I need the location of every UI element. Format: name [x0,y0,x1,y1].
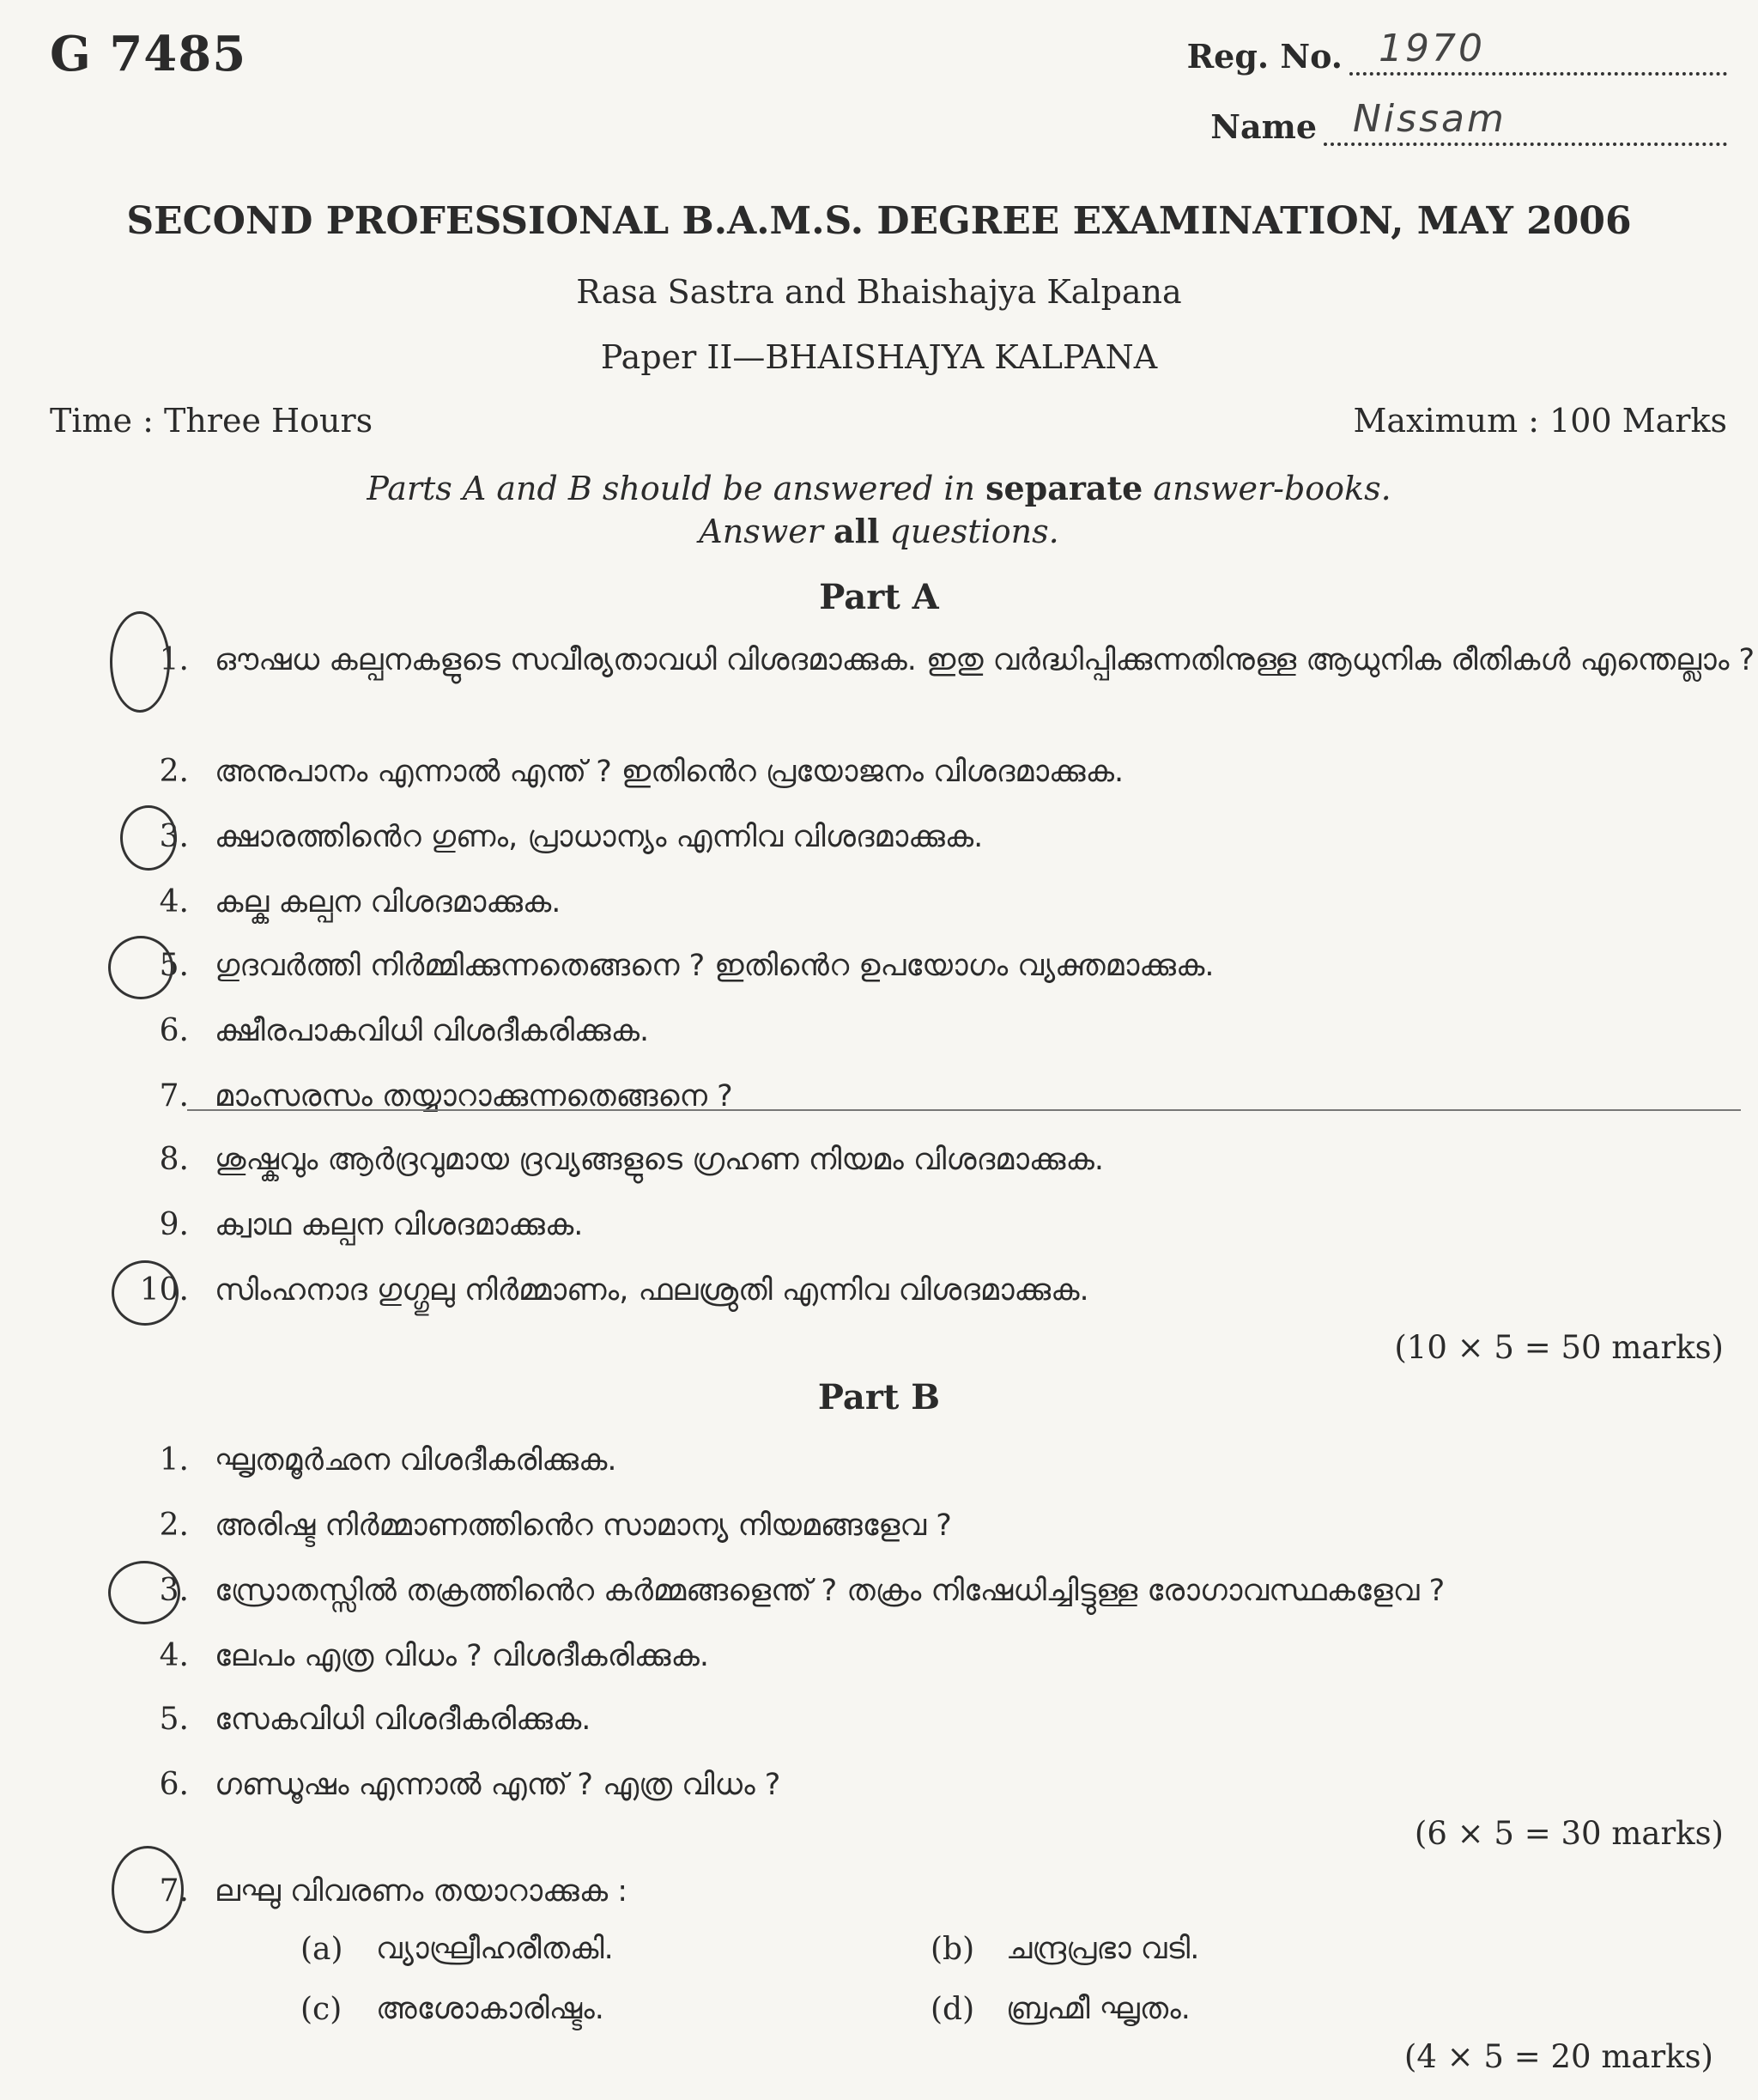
instruction-line-1 [0,469,1758,507]
instr1-c: answer-books. [1143,470,1391,507]
part-b-question-6 [129,1767,780,1810]
question-text: സ്രോതസ്സിൽ തക്രത്തിൻെറ കർമ്മങ്ങളെന്ത് ? തക്രം നിഷേധിച്ചിട്ടുള്ള രോഗാവസ്ഥകളേവ ? [215,1574,1446,1608]
part-a-marks: (10 × 5 = 50 marks) [1394,1329,1724,1366]
part-a-question-8 [129,1142,1104,1185]
question-number: 4. [159,1638,189,1673]
hand-circle-mark [108,1561,180,1624]
name-label: Name [1210,107,1317,146]
part-b-marks-2: (4 × 5 = 20 marks) [1403,2038,1713,2075]
question-number: 3. [159,1573,189,1608]
question-number: 6. [159,1767,189,1802]
question-number: 5. [159,948,189,983]
hand-circle-mark [108,936,173,999]
question-number: 9. [159,1207,189,1242]
part-a-question-5 [129,948,1215,991]
question-number: 5. [159,1702,189,1737]
item-text: അശോകാരിഷ്ടം. [376,1992,604,2026]
q7-item-c [300,1992,604,2027]
reg-no-label: Reg. No. [1186,37,1343,76]
time-label: Time : Three Hours [50,402,373,440]
question-text: അരിഷ്ട നിർമ്മാണത്തിൻെറ സാമാന്യ നിയമങ്ങളേവ ? [215,1508,952,1543]
question-number: 6. [159,1013,189,1048]
question-text: ശുഷ്കവും ആർദ്രവുമായ ദ്രവ്യങ്ങളുടെ ഗ്രഹണ നിയമം വിശദമാക്കുക. [215,1143,1105,1177]
part-a-question-10 [129,1272,1089,1315]
question-number: 8. [159,1142,189,1177]
instruction-line-2 [0,512,1758,550]
name-value: Nissam [1353,97,1506,141]
part-b-question-4 [129,1638,709,1681]
part-b-question-7 [129,1873,627,1916]
part-a-question-2 [129,754,1124,797]
part-a-question-7 [129,1078,733,1121]
item-label: (b) [931,1932,975,1967]
max-marks-label: Maximum : 100 Marks [1353,402,1727,440]
question-number: 2. [159,1508,189,1543]
part-b-question-5 [129,1702,591,1745]
hand-circle-mark [110,611,170,713]
q7-item-a [300,1932,614,1967]
part-a-question-6 [129,1013,649,1056]
question-number: 10. [139,1272,189,1308]
question-text: അനുപാനം എന്നാൽ എന്ത് ? ഇതിൻെറ പ്രയോജനം വിശദമാക്കുക. [215,755,1125,789]
question-text: കല്ക കല്പന വിശദമാക്കുക. [215,885,561,920]
question-text: ഘൃതമൂർഛന വിശദീകരിക്കുക. [215,1443,617,1478]
part-b-question-2 [129,1508,952,1551]
question-number: 1. [159,642,189,677]
item-label: (a) [300,1932,343,1967]
question-text: ലേപം എത്ര വിധം ? വിശദീകരിക്കുക. [215,1639,710,1673]
question-text: ഗുദവർത്തി നിർമ്മിക്കുന്നതെങ്ങനെ ? ഇതിൻെറ ഉപയോഗം വ്യക്തമാക്കുക. [215,949,1215,983]
exam-title: SECOND PROFESSIONAL B.A.M.S. DEGREE EXAMINATION, MAY 2006 [126,199,1632,243]
hand-circle-mark [112,1846,184,1933]
q7-item-d [931,1992,1191,2027]
reg-no-field [1186,27,1727,76]
question-text: മാംസരസം തയ്യാറാക്കുന്നതെങ്ങനെ ? [215,1079,733,1114]
time-marks-row [50,402,1727,440]
item-text: വ്യാഘ്രീഹരീതകി. [376,1932,614,1966]
item-text: ബ്രഹ്മീ ഘൃതം. [1006,1992,1191,2026]
instr2-c: questions. [879,513,1059,550]
question-text: സിംഹനാദ ഗുഗ്ഗുലു നിർമ്മാണം, ഫലശ്രുതി എന്നിവ വിശദമാക്കുക. [215,1273,1089,1308]
question-text: ക്ഷീരപാകവിധി വിശദീകരിക്കുക. [215,1014,650,1048]
name-field [1210,97,1727,146]
q7-item-b [931,1932,1199,1967]
question-text: ക്വാഥ കല്പന വിശദമാക്കുക. [215,1208,584,1242]
pen-line-mark [187,1109,1741,1111]
part-b-heading: Part B [817,1377,941,1417]
exam-paper-title: Paper II—BHAISHAJYA KALPANA [600,338,1158,376]
instr2-a: Answer [699,513,834,550]
question-text: ക്ഷാരത്തിൻെറ ഗുണം, പ്രാധാന്യം എന്നിവ വിശദമാക്കുക. [215,820,984,854]
part-a-heading: Part A [819,577,939,617]
item-text: ചന്ദ്രപ്രഭാ വടി. [1006,1932,1200,1966]
part-b-question-1 [129,1442,617,1485]
question-number: 3. [159,819,189,854]
question-text: സേകവിധി വിശദീകരിക്കുക. [215,1702,591,1737]
item-label: (d) [931,1992,975,2027]
question-number: 4. [159,884,189,920]
exam-subject: Rasa Sastra and Bhaishajya Kalpana [576,273,1182,311]
hand-circle-mark [112,1260,179,1326]
hand-circle-mark [120,805,177,871]
question-number: 7. [159,1873,189,1909]
instr1-b: separate [985,469,1143,507]
part-a-question-3 [129,819,983,862]
question-number: 7. [159,1078,189,1114]
question-text: ഔഷധ കല്പനകളുടെ സവീര്യതാവധി വിശദമാക്കുക. ഇതു വർദ്ധിപ്പിക്കുന്നതിനുള്ള ആധുനിക രീതികൾ എന്തെല്ലാം ? [215,643,1755,677]
question-text: ലഘു വിവരണം തയാറാക്കുക : [215,1874,628,1909]
paper-code: G 7485 [50,26,247,82]
instr2-b: all [833,512,880,550]
instr1-a: Parts A and B should be answered in [367,470,986,507]
question-text: ഗണ്ഡൂഷം എന്നാൽ എന്ത് ? എത്ര വിധം ? [215,1768,781,1802]
part-b-question-3 [129,1573,1445,1616]
part-b-marks-1: (6 × 5 = 30 marks) [1414,1815,1724,1852]
question-number: 1. [159,1442,189,1478]
reg-no-value: 1970 [1379,27,1485,70]
reg-no-line [1349,27,1727,76]
part-a-question-4 [129,884,561,927]
part-a-question-1 [129,642,1755,685]
part-a-question-9 [129,1207,583,1250]
name-line [1324,97,1727,146]
item-label: (c) [300,1992,343,2027]
question-number: 2. [159,754,189,789]
